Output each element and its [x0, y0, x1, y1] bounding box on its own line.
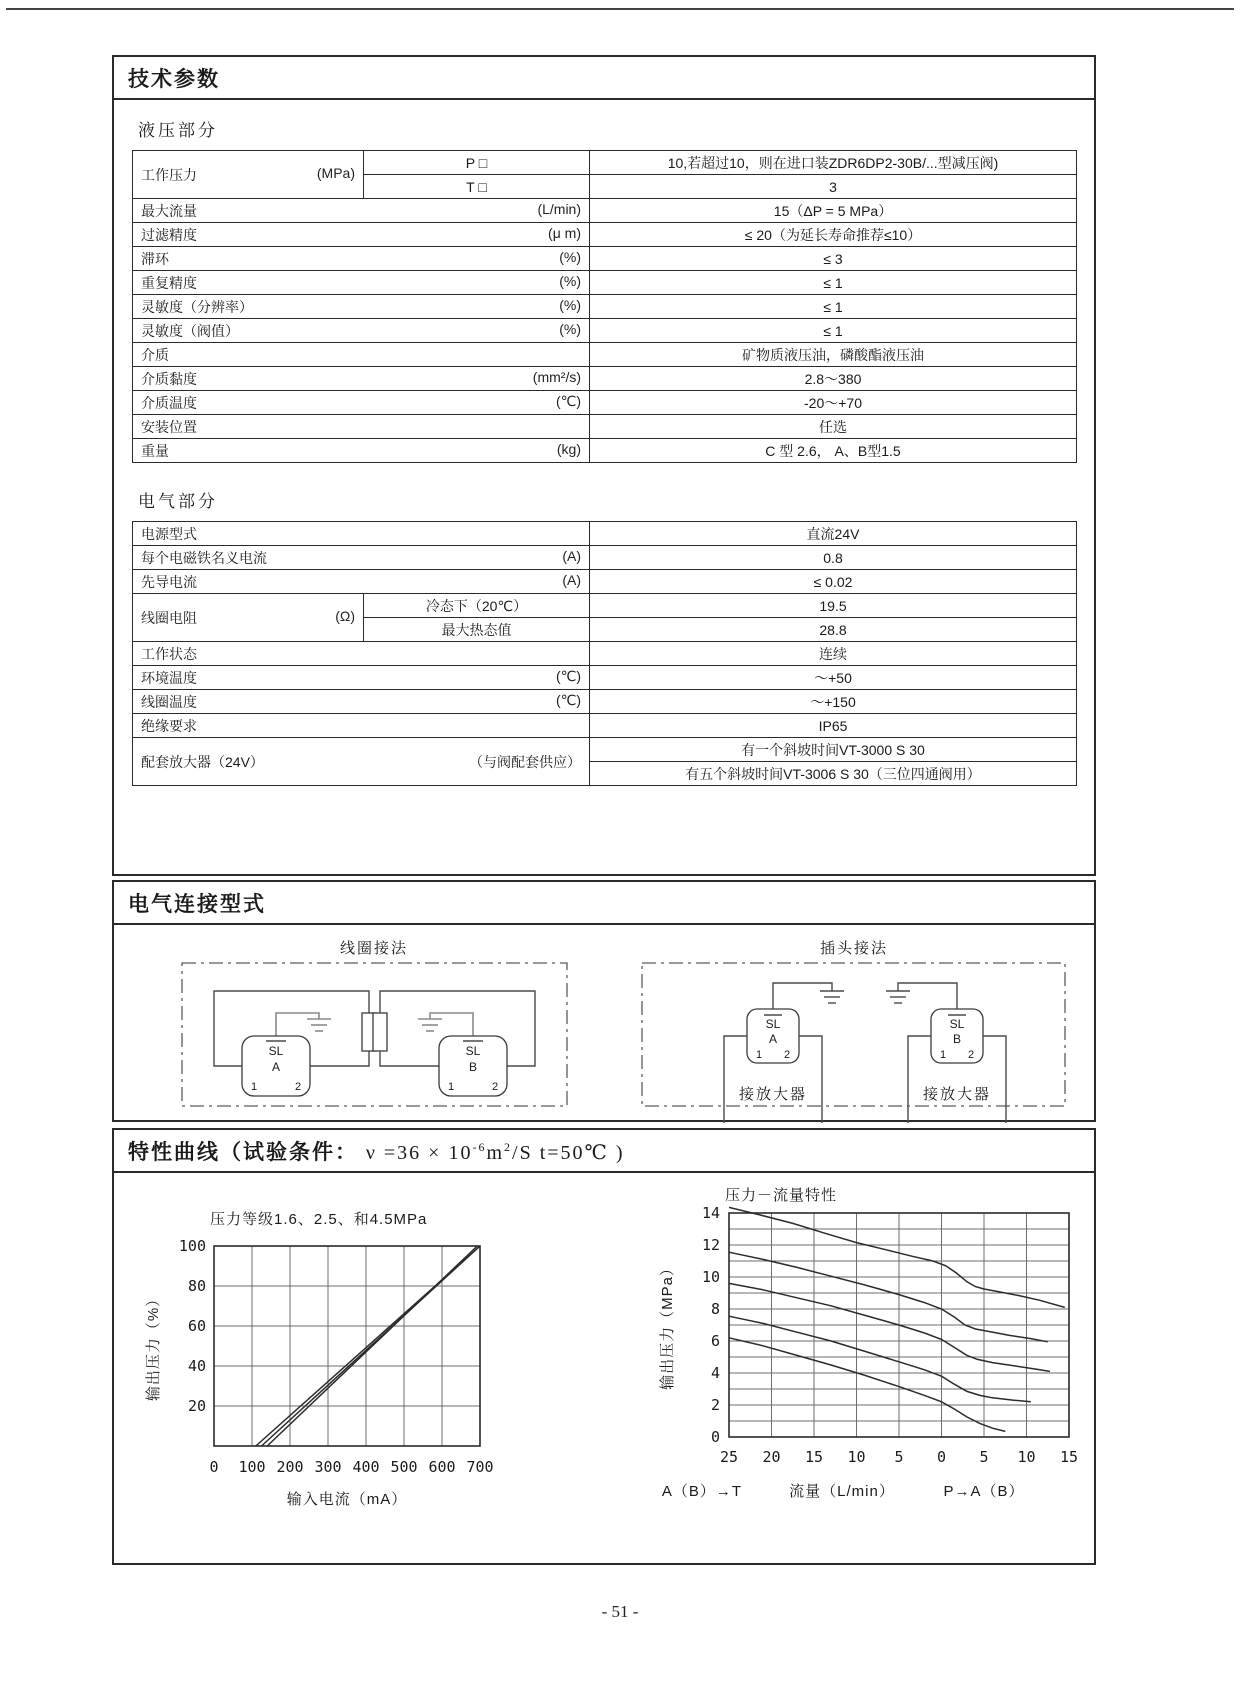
- pin-2-label: 2: [491, 1081, 499, 1093]
- param-unit-text: (MPa): [316, 164, 355, 181]
- param-value: ～+150: [590, 690, 1077, 714]
- x-tick-label: 100: [238, 1458, 266, 1476]
- param-value: 有一个斜坡时间VT-3000 S 30: [590, 738, 1077, 762]
- param-label: [133, 247, 590, 271]
- param-unit-text: (℃): [555, 667, 581, 684]
- param-unit-text: (μ m): [548, 224, 581, 241]
- x-tick-label: 0: [209, 1458, 219, 1476]
- param-value: 任选: [590, 415, 1077, 439]
- x-tick-label: 300: [314, 1458, 342, 1476]
- test-condition-exponent: -6: [472, 1140, 487, 1154]
- series-2.5MPa: [262, 1246, 481, 1446]
- param-value: ≤ 0.02: [590, 570, 1077, 594]
- param-name-text: 环境温度: [141, 669, 197, 686]
- param-subcondition: 最大热态值: [364, 618, 590, 642]
- param-unit-text: (L/min): [537, 200, 581, 217]
- to-amplifier-label: 接放大器: [738, 1086, 808, 1103]
- x-tick-label: 500: [390, 1458, 418, 1476]
- plug-circuit-b: [886, 983, 1006, 1123]
- x-axis-label: 输入电流（mA）: [286, 1491, 408, 1508]
- param-label: [133, 738, 590, 786]
- table-row: [133, 439, 1077, 463]
- flow-direction-left: A（B）→T: [661, 1483, 743, 1500]
- x-tick-label: 15: [804, 1448, 824, 1466]
- coil-connection-diagram: [182, 940, 567, 1106]
- pin-1-label: 1: [447, 1081, 455, 1093]
- table-row: [133, 247, 1077, 271]
- output-pressure-vs-current-chart: [132, 1178, 532, 1523]
- connector-name-b: B: [952, 1032, 962, 1046]
- table-row: [133, 151, 1077, 175]
- subsection-title-hydraulic: 液压部分: [138, 121, 218, 140]
- table-row: [133, 690, 1077, 714]
- param-name-text: 先导电流: [141, 573, 197, 590]
- param-name-text: 介质: [141, 346, 169, 363]
- table-row: [133, 714, 1077, 738]
- connection-diagrams: [114, 927, 1094, 1125]
- param-label: [133, 295, 590, 319]
- param-label: [133, 546, 590, 570]
- param-value: ≤ 1: [590, 295, 1077, 319]
- param-value: C 型 2.6， A、B型1.5: [590, 439, 1077, 463]
- param-name-text: 绝缘要求: [141, 717, 197, 734]
- param-subcondition: T □: [364, 175, 590, 199]
- x-tick-label: 200: [276, 1458, 304, 1476]
- test-condition-tail: /S t=50℃ ): [512, 1142, 625, 1164]
- y-tick-label: 8: [710, 1300, 720, 1318]
- section-title-tech-params: 技术参数: [114, 57, 1094, 100]
- pin-2-label: 2: [294, 1081, 302, 1093]
- param-label: [133, 522, 590, 546]
- connector-sl-label: SL: [465, 1044, 481, 1058]
- pressure-flow-characteristic-chart: [602, 1178, 1094, 1523]
- param-label: [133, 690, 590, 714]
- param-name-text: 配套放大器（24V）: [141, 753, 264, 770]
- param-name-text: 介质黏度: [141, 370, 197, 387]
- y-tick-label: 6: [710, 1332, 720, 1350]
- curves-title-prefix: 特性曲线（试验条件：: [128, 1141, 366, 1164]
- connector-name-a: A: [768, 1032, 778, 1046]
- section-electrical-connection: [112, 880, 1096, 1122]
- param-value: -20～+70: [590, 391, 1077, 415]
- y-tick-label: 4: [710, 1364, 720, 1382]
- param-label: [133, 367, 590, 391]
- param-unit-text: (mm²/s): [532, 368, 581, 385]
- param-unit-text: (A): [562, 547, 581, 564]
- param-name-text: 灵敏度（分辨率）: [141, 298, 253, 315]
- param-name-text: 灵敏度（阀值）: [141, 322, 239, 339]
- param-name-text: 线圈电阻: [141, 609, 197, 626]
- param-label: [133, 594, 364, 642]
- y-tick-label: 80: [187, 1277, 206, 1295]
- connector-sl-label: SL: [268, 1044, 284, 1058]
- x-tick-label: 5: [979, 1448, 989, 1466]
- x-tick-label: 10: [1017, 1448, 1036, 1466]
- y-tick-label: 100: [178, 1237, 206, 1255]
- table-row: [133, 738, 1077, 762]
- plug-diagram-frame: [642, 963, 1065, 1106]
- param-name-text: 线圈温度: [141, 693, 197, 710]
- table-row: [133, 522, 1077, 546]
- param-name-text: 重量: [141, 442, 169, 459]
- series-curve-11.5MPa: [729, 1252, 1048, 1342]
- ground-symbol: [886, 991, 910, 1003]
- x-tick-label: 20: [762, 1448, 781, 1466]
- param-value: 28.8: [590, 618, 1077, 642]
- table-row: [133, 570, 1077, 594]
- section-tech-params: [112, 55, 1096, 876]
- table-row: [133, 666, 1077, 690]
- param-label: [133, 714, 590, 738]
- table-row: [133, 415, 1077, 439]
- param-label: [133, 642, 590, 666]
- plug-connection-diagram: [642, 939, 1065, 1123]
- chart-title: 压力－流量特性: [725, 1187, 838, 1204]
- test-condition-nu: ν =36 × 10: [365, 1142, 473, 1164]
- subsection-title-electric: 电气部分: [138, 492, 218, 511]
- param-subcondition: 冷态下（20℃）: [364, 594, 590, 618]
- x-tick-label: 700: [466, 1458, 494, 1476]
- y-axis-label: 输出压力（%）: [145, 1290, 162, 1402]
- param-unit-text: (kg): [556, 440, 581, 457]
- param-label: [133, 415, 590, 439]
- flow-direction-right: P→A（B）: [943, 1483, 1025, 1500]
- param-label: [133, 439, 590, 463]
- param-value: IP65: [590, 714, 1077, 738]
- table-row: [133, 271, 1077, 295]
- y-tick-label: 12: [701, 1236, 720, 1254]
- y-axis-label: 输出压力（MPa）: [659, 1260, 676, 1390]
- y-tick-label: 40: [187, 1357, 206, 1375]
- coil-circuit-a: [214, 991, 376, 1096]
- section-title-electrical-connection: 电气连接型式: [114, 882, 1094, 925]
- param-value: ≤ 3: [590, 247, 1077, 271]
- param-label: [133, 319, 590, 343]
- section-title-characteristic-curves: [114, 1130, 1094, 1173]
- param-name-text: 工作状态: [141, 645, 197, 662]
- ground-symbol: [307, 1019, 331, 1031]
- param-value: ≤ 1: [590, 271, 1077, 295]
- param-name-text: 过滤精度: [141, 226, 197, 243]
- coil-circuit-b: [373, 991, 535, 1096]
- connector-sl-label: SL: [765, 1017, 781, 1031]
- param-subcondition: P □: [364, 151, 590, 175]
- x-tick-label: 25: [719, 1448, 739, 1466]
- y-tick-label: 60: [187, 1317, 206, 1335]
- test-condition-sup2: 2: [504, 1140, 513, 1154]
- ground-symbol: [418, 1019, 442, 1031]
- page-top-rule: [6, 8, 1234, 10]
- table-row: [133, 367, 1077, 391]
- param-value: 3: [590, 175, 1077, 199]
- to-amplifier-label: 接放大器: [922, 1086, 992, 1103]
- x-tick-label: 400: [352, 1458, 380, 1476]
- param-value: ≤ 1: [590, 319, 1077, 343]
- x-axis-label: 流量（L/min）: [789, 1483, 895, 1500]
- param-name-text: 滞环: [141, 250, 169, 267]
- hydraulic-params-table: [132, 150, 1077, 463]
- pin-1-label: 1: [939, 1049, 947, 1061]
- series-curve-14MPa: [729, 1207, 1065, 1307]
- y-tick-label: 10: [701, 1268, 720, 1286]
- series-4.5MPa: [267, 1246, 477, 1446]
- x-tick-label: 15: [1059, 1448, 1079, 1466]
- chart-title: 压力等级1.6、2.5、和4.5MPa: [210, 1211, 428, 1228]
- param-value: ～+50: [590, 666, 1077, 690]
- plug-connection-label: 插头接法: [819, 940, 889, 957]
- param-value: 直流24V: [590, 522, 1077, 546]
- pin-2-label: 2: [783, 1049, 791, 1061]
- param-label: [133, 391, 590, 415]
- param-name-text: 最大流量: [141, 202, 197, 219]
- param-value: 19.5: [590, 594, 1077, 618]
- coil-connection-label: 线圈接法: [339, 940, 409, 957]
- param-label: [133, 271, 590, 295]
- param-unit-text: (℃): [555, 691, 581, 708]
- param-label: [133, 199, 590, 223]
- param-name-text: 重复精度: [141, 274, 197, 291]
- param-value: 连续: [590, 642, 1077, 666]
- param-value: 10,若超过10，则在进口装ZDR6DP2-30B/...型减压阀): [590, 151, 1077, 175]
- table-row: [133, 642, 1077, 666]
- param-value: 0.8: [590, 546, 1077, 570]
- connector-sl-label: SL: [949, 1017, 965, 1031]
- electric-params-table: [132, 521, 1077, 786]
- table-row: [133, 594, 1077, 618]
- param-name-text: 介质温度: [141, 394, 197, 411]
- param-value: 15（ΔP = 5 MPa）: [590, 199, 1077, 223]
- param-name-text: 工作压力: [141, 166, 197, 183]
- pin-1-label: 1: [755, 1049, 763, 1061]
- x-tick-label: 0: [936, 1448, 947, 1466]
- x-tick-label: 5: [894, 1448, 904, 1466]
- param-unit-text: (%): [559, 320, 581, 337]
- x-tick-label: 600: [428, 1458, 456, 1476]
- param-value: 有五个斜坡时间VT-3006 S 30（三位四通阀用）: [590, 762, 1077, 786]
- table-row: [133, 199, 1077, 223]
- param-label: [133, 343, 590, 367]
- param-label: [133, 151, 364, 199]
- param-unit-text: (%): [559, 248, 581, 265]
- plot-frame: [214, 1246, 480, 1446]
- param-label: [133, 666, 590, 690]
- section-characteristic-curves: [112, 1128, 1096, 1565]
- param-unit-text: (Ω): [335, 607, 355, 624]
- param-name-text: 安装位置: [141, 418, 197, 435]
- ground-symbol: [820, 991, 844, 1003]
- param-unit-text: (%): [559, 272, 581, 289]
- pin-2-label: 2: [967, 1049, 975, 1061]
- param-value: 2.8～380: [590, 367, 1077, 391]
- connector-name-b: B: [468, 1060, 478, 1074]
- param-label: [133, 570, 590, 594]
- resistor-symbol: [373, 1013, 387, 1051]
- connector-name-a: A: [271, 1060, 281, 1074]
- y-tick-label: 0: [710, 1428, 720, 1446]
- test-condition-m: m: [486, 1142, 505, 1164]
- y-tick-label: 2: [710, 1396, 720, 1414]
- x-tick-label: 10: [847, 1448, 866, 1466]
- table-row: [133, 546, 1077, 570]
- param-name-text: 电源型式: [141, 525, 197, 542]
- param-unit-text: (A): [562, 571, 581, 588]
- y-tick-label: 20: [187, 1397, 206, 1415]
- param-label: [133, 223, 590, 247]
- param-unit-text: （与阀配套供应）: [469, 753, 581, 770]
- param-value: ≤ 20（为延长寿命推荐≤10）: [590, 223, 1077, 247]
- param-value: 矿物质液压油，磷酸酯液压油: [590, 343, 1077, 367]
- table-row: [133, 295, 1077, 319]
- y-tick-label: 14: [701, 1204, 720, 1222]
- param-unit-text: (%): [559, 296, 581, 313]
- page-number: - 51 -: [601, 1602, 639, 1621]
- param-unit-text: (℃): [555, 392, 581, 409]
- table-row: [133, 343, 1077, 367]
- tech-params-body: [114, 116, 1094, 786]
- table-row: [133, 223, 1077, 247]
- table-row: [133, 319, 1077, 343]
- pin-1-label: 1: [250, 1081, 258, 1093]
- plug-circuit-a: [724, 983, 844, 1123]
- table-row: [133, 391, 1077, 415]
- param-name-text: 每个电磁铁名义电流: [141, 549, 267, 566]
